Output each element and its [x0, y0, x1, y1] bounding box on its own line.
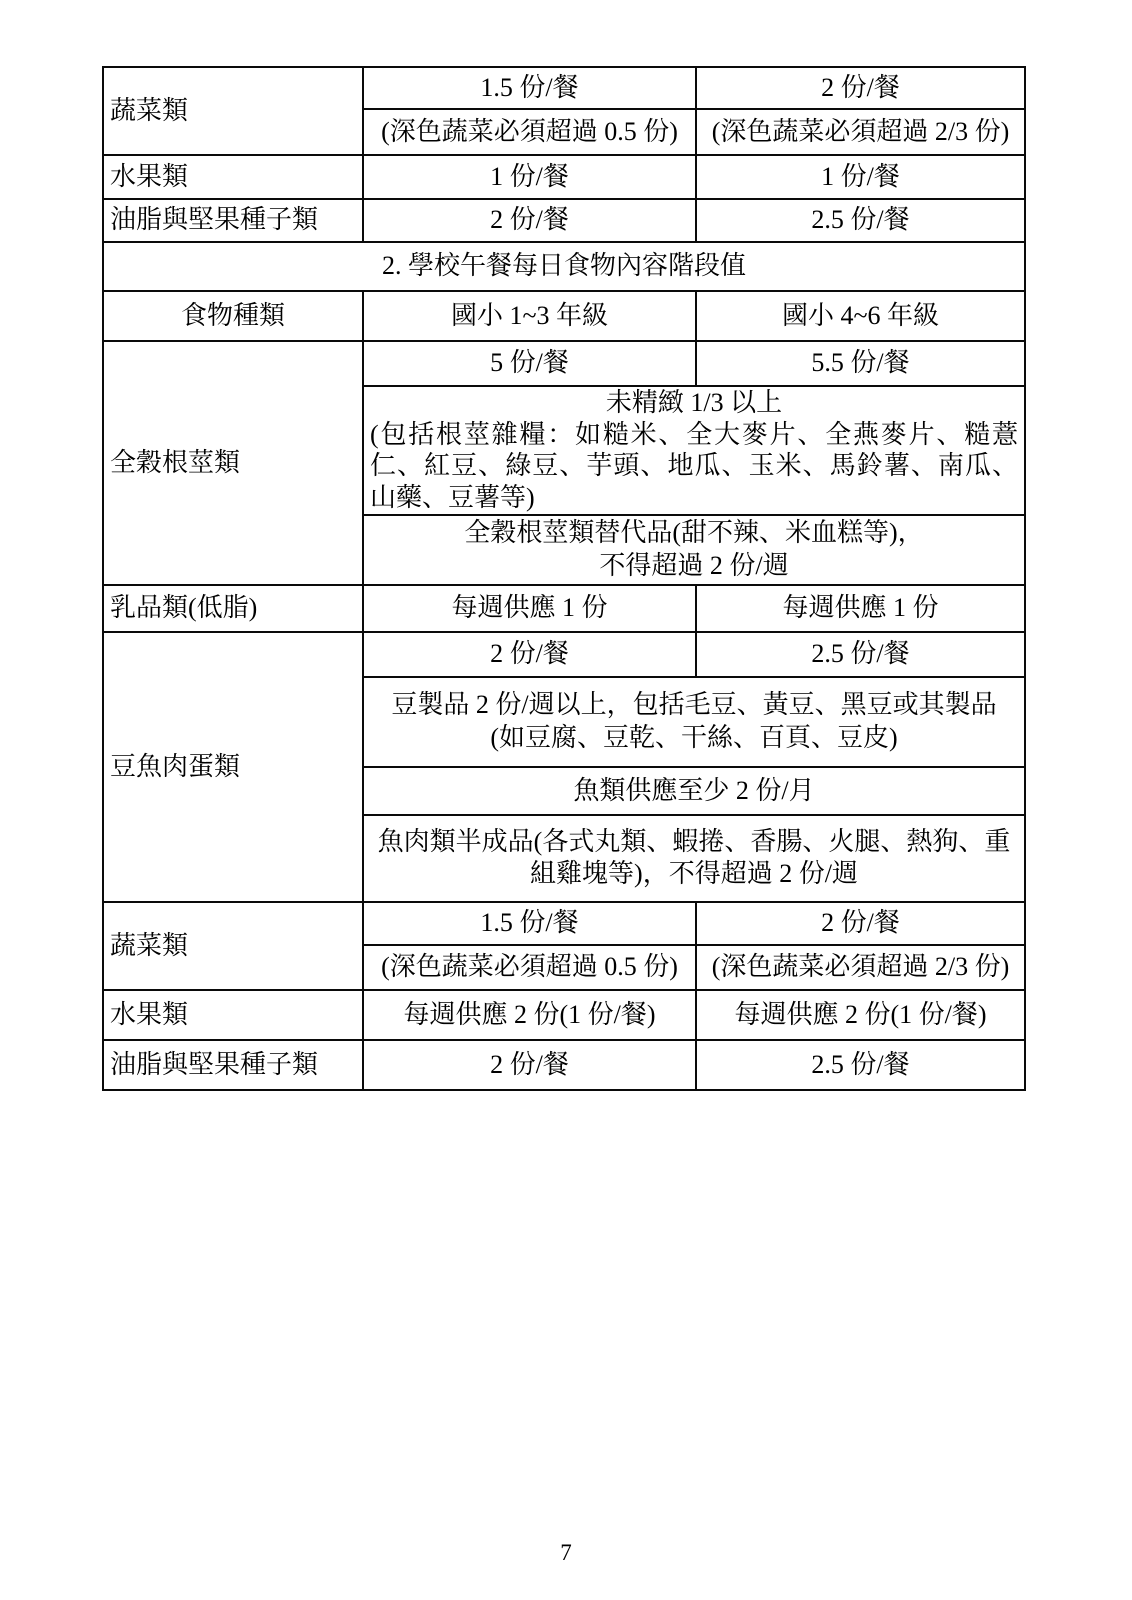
cell-grains-label: 全穀根莖類 [103, 341, 363, 585]
header-food-type: 食物種類 [103, 291, 363, 341]
row-oils [103, 1040, 1025, 1090]
row-vegetables [103, 902, 1025, 945]
cell-protein-label: 豆魚肉蛋類 [103, 632, 363, 902]
cell-dairy-grade13: 每週供應 1 份 [363, 585, 696, 632]
row-fruit-top [103, 155, 1025, 199]
cell-dairy-label: 乳品類(低脂) [103, 585, 363, 632]
cell-vegetables2-grade13: 1.5 份/餐 [363, 902, 696, 945]
row-oils-top [103, 199, 1025, 242]
cell-grains-note1 [363, 386, 1025, 515]
row-dairy [103, 585, 1025, 632]
cell-vegetables-grade46: 2 份/餐 [696, 67, 1025, 109]
section2-title: 2. 學校午餐每日食物內容階段值 [103, 242, 1025, 291]
protein-note1-line2: (如豆腐、豆乾、干絲、百頁、豆皮) [490, 722, 898, 752]
row-grains [103, 341, 1025, 386]
cell-protein-note1 [363, 677, 1025, 767]
cell-protein-note3: 魚肉類半成品(各式丸類、蝦捲、香腸、火腿、熱狗、重組雞塊等)，不得超過 2 份/週 [363, 815, 1025, 902]
protein-note1-line1: 豆製品 2 份/週以上，包括毛豆、黃豆、黑豆或其製品 [391, 690, 997, 720]
cell-vegetables2-label: 蔬菜類 [103, 902, 363, 990]
cell-fruit2-label: 水果類 [103, 990, 363, 1040]
cell-grains-grade13: 5 份/餐 [363, 341, 696, 386]
cell-oils-grade46: 2.5 份/餐 [696, 199, 1025, 242]
cell-fruit2-grade13: 每週供應 2 份(1 份/餐) [363, 990, 696, 1040]
cell-oils2-label: 油脂與堅果種子類 [103, 1040, 363, 1090]
cell-vegetables-grade13: 1.5 份/餐 [363, 67, 696, 109]
page-number: 7 [560, 1540, 572, 1565]
cell-fruit-label: 水果類 [103, 155, 363, 199]
row-header [103, 291, 1025, 341]
row-protein [103, 632, 1025, 677]
row-section2-title [103, 242, 1025, 291]
cell-fruit-grade46: 1 份/餐 [696, 155, 1025, 199]
cell-grains-note2 [363, 515, 1025, 585]
cell-protein-note2: 魚類供應至少 2 份/月 [363, 767, 1025, 815]
cell-vegetables2-note46: (深色蔬菜必須超過 2/3 份) [696, 945, 1025, 990]
cell-grains-grade46: 5.5 份/餐 [696, 341, 1025, 386]
cell-dairy-grade46: 每週供應 1 份 [696, 585, 1025, 632]
cell-fruit2-grade46: 每週供應 2 份(1 份/餐) [696, 990, 1025, 1040]
row-vegetables-top [103, 67, 1025, 109]
cell-protein-grade13: 2 份/餐 [363, 632, 696, 677]
school-lunch-nutrition-table [102, 66, 1026, 1091]
cell-vegetables-note46: (深色蔬菜必須超過 2/3 份) [696, 109, 1025, 155]
grains-note1-line2: (包括根莖雜糧：如糙米、全大麥片、全燕麥片、糙薏仁、紅豆、綠豆、芋頭、地瓜、玉米、馬鈴薯、南瓜、山藥、豆薯等) [370, 419, 1018, 513]
cell-protein-grade46: 2.5 份/餐 [696, 632, 1025, 677]
cell-vegetables2-grade46: 2 份/餐 [696, 902, 1025, 945]
cell-fruit-grade13: 1 份/餐 [363, 155, 696, 199]
cell-vegetables-note13: (深色蔬菜必須超過 0.5 份) [363, 109, 696, 155]
grains-note2-line1: 全穀根莖類替代品(甜不辣、米血糕等)， [464, 518, 924, 548]
cell-vegetables-label: 蔬菜類 [103, 67, 363, 155]
cell-oils2-grade13: 2 份/餐 [363, 1040, 696, 1090]
header-grade46: 國小 4~6 年級 [696, 291, 1025, 341]
cell-oils2-grade46: 2.5 份/餐 [696, 1040, 1025, 1090]
cell-oils-grade13: 2 份/餐 [363, 199, 696, 242]
row-fruit [103, 990, 1025, 1040]
cell-oils-label: 油脂與堅果種子類 [103, 199, 363, 242]
header-grade13: 國小 1~3 年級 [363, 291, 696, 341]
grains-note1-line1: 未精緻 1/3 以上 [605, 388, 783, 417]
cell-vegetables2-note13: (深色蔬菜必須超過 0.5 份) [363, 945, 696, 990]
grains-note2-line2: 不得超過 2 份/週 [599, 550, 789, 580]
